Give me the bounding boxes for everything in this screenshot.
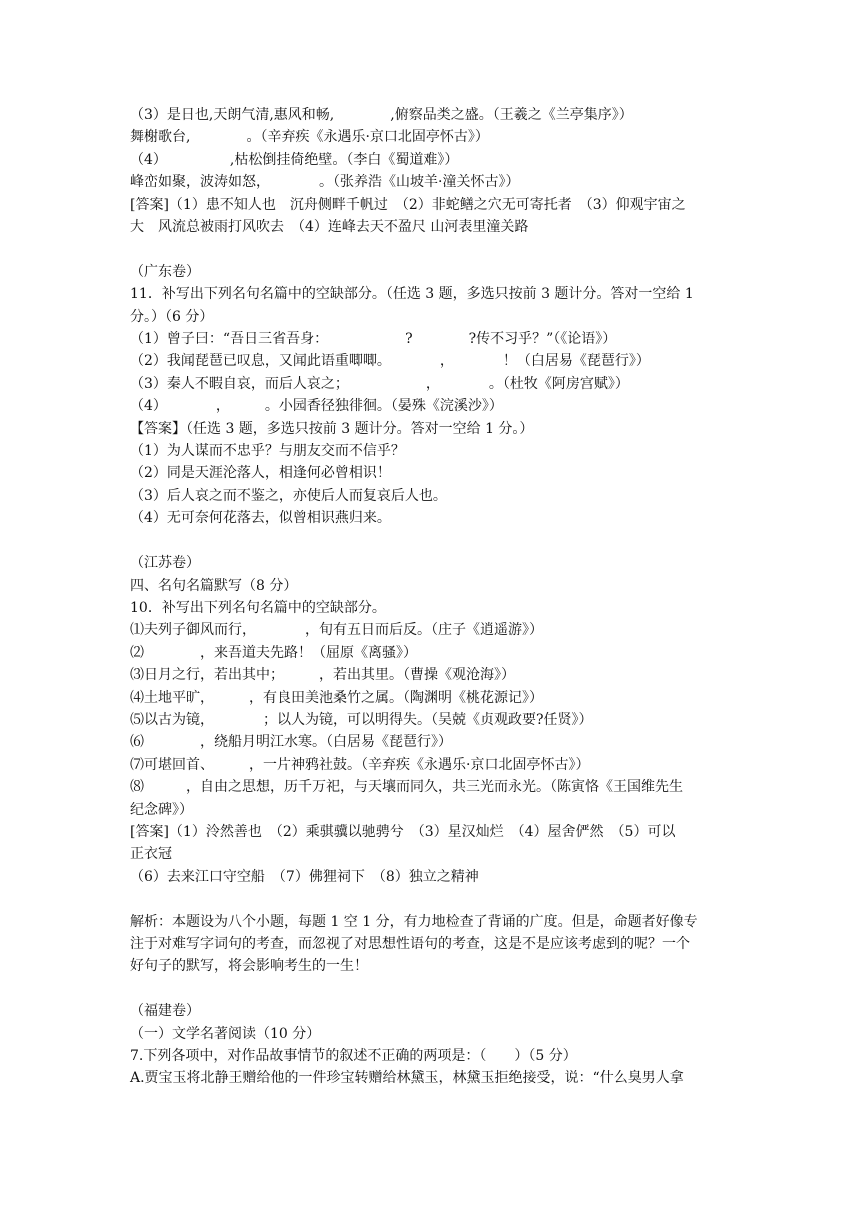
spacer (130, 888, 740, 910)
text-line: 峰峦如聚，波涛如怒， 。（张养浩《山坡羊·潼关怀古》） (130, 174, 520, 191)
text-line: 纪念碑》） (130, 801, 193, 818)
spacer (130, 978, 740, 1000)
question-line: 10．补写出下列名句名篇中的空缺部分。 (130, 599, 386, 616)
text-line: ⑸以古为镜， ；以人为镜，可以明得失。（吴兢《贞观政要?任贤》） (130, 711, 593, 728)
answer-line: （1）为人谋而不忠乎？与朋友交而不信乎？ (130, 443, 405, 460)
answer-line: [答案]（1）泠然善也 （2）乘骐骥以驰骋兮 （3）星汉灿烂 （4）屋舍俨然 （5）可以 (130, 823, 676, 840)
text-line: ⑵ ，来吾道夫先路！（屈原《离骚》） (130, 644, 417, 661)
answer-line: （3）后人哀之而不鉴之，亦使后人而复哀后人也。 (130, 487, 447, 504)
text-line: （4） ,枯松倒挂倚绝壁。（李白《蜀道难》） (130, 151, 459, 168)
answer-line: （6）去来江口守空船 （7）佛狸祠下 （8）独立之精神 (130, 868, 479, 885)
answer-line: 正衣冠 (130, 846, 172, 863)
text-line: （2）我闻琵琶已叹息，又闻此语重唧唧。 ， ！（白居易《琵琶行》） (130, 353, 650, 370)
text-line: ⑴夫列子御风而行， ，旬有五日而后反。（庄子《逍遥游》） (130, 622, 543, 639)
text-line: （4） ， 。小园香径独徘徊。（晏殊《浣溪沙》） (130, 398, 503, 415)
answer-line: （4）无可奈何花落去，似曾相识燕归来。 (130, 510, 391, 527)
text-line: ⑹ ，绕船月明江水寒。（白居易《琵琶行》） (130, 734, 452, 751)
text-line: ⑻ ，自由之思想，历千万祀，与天壤而同久，共三光而永光。（陈寅恪《王国维先生 (130, 779, 683, 796)
text-block-fujian (130, 1000, 740, 1090)
text-line: （3）是日也,天朗气清,惠风和畅, ,俯察品类之盛。（王羲之《兰亭集序》） (130, 107, 633, 123)
question-line: 11．补写出下列名句名篇中的空缺部分。（任选 3 题，多选只按前 3 题计分。答对一空给 1 (130, 286, 694, 303)
text-line: ⑶日月之行，若出其中； ，若出其里。（曹操《观沧海》） (130, 667, 515, 684)
answer-heading: 【答案】（任选 3 题，多选只按前 3 题计分。答对一空给 1 分。） (130, 420, 534, 437)
option-line: A.贾宝玉将北静王赠给他的一件珍宝转赠给林黛玉，林黛玉拒绝接受，说：“什么臭男人拿 (130, 1070, 684, 1087)
question-line: 分。）（6 分） (130, 308, 214, 325)
answer-line: （2）同是天涯沦落人，相逢何必曾相识！ (130, 465, 391, 482)
question-line: 7.下列各项中，对作品故事情节的叙述不正确的两项是：（ ）（5 分） (130, 1048, 577, 1064)
answer-line: [答案]（1）患不知人也 沉舟侧畔千帆过 （2）非蛇鳝之穴无可寄托者 （3）仰观宇宙之 (130, 196, 686, 213)
section-heading: （广东卷） (130, 263, 200, 280)
text-block-analysis (130, 911, 740, 978)
text-line: ⑺可堪回首、 ，一片神鸦社鼓。（辛弃疾《永遇乐·京口北固亭怀古》） (130, 756, 590, 773)
document-page (130, 104, 740, 1090)
answer-line: 大 风流总被雨打风吹去 （4）连峰去天不盈尺 山河表里潼关路 (130, 219, 529, 236)
analysis-line: 解析：本题设为八个小题，每题 1 空 1 分，有力地检查了背诵的广度。但是，命题者好像专 (130, 913, 698, 930)
section-heading: （江苏卷） (130, 555, 200, 572)
analysis-line: 注于对难写字词句的考查，而忽视了对思想性语句的考查，这是不是应该考虑到的呢？一个 (130, 935, 690, 952)
section-subheading: （一）文学名著阅读（10 分） (130, 1025, 321, 1042)
spacer (130, 238, 740, 260)
text-block-jiangsu (130, 552, 740, 888)
analysis-line: 好句子的默写，将会影响考生的一生！ (130, 958, 368, 975)
text-line: ⑷土地平旷， ，有良田美池桑竹之属。（陶渊明《桃花源记》） (130, 689, 543, 706)
text-line: （3）秦人不暇自哀，而后人哀之； ， 。（杜牧《阿房宫赋》） (130, 375, 629, 392)
spacer (130, 530, 740, 552)
section-subheading: 四、名句名篇默写（8 分） (130, 577, 298, 594)
text-line: （1）曾子曰：“吾日三省吾身： ? ?传不习乎？”（《论语》） (130, 331, 617, 348)
text-block-beijing-answers (130, 104, 740, 238)
text-line: 舞榭歌台, 。（辛弃疾《永遇乐·京口北固亭怀古》） (130, 129, 489, 146)
text-block-guangdong (130, 261, 740, 530)
section-heading: （福建卷） (130, 1003, 200, 1020)
